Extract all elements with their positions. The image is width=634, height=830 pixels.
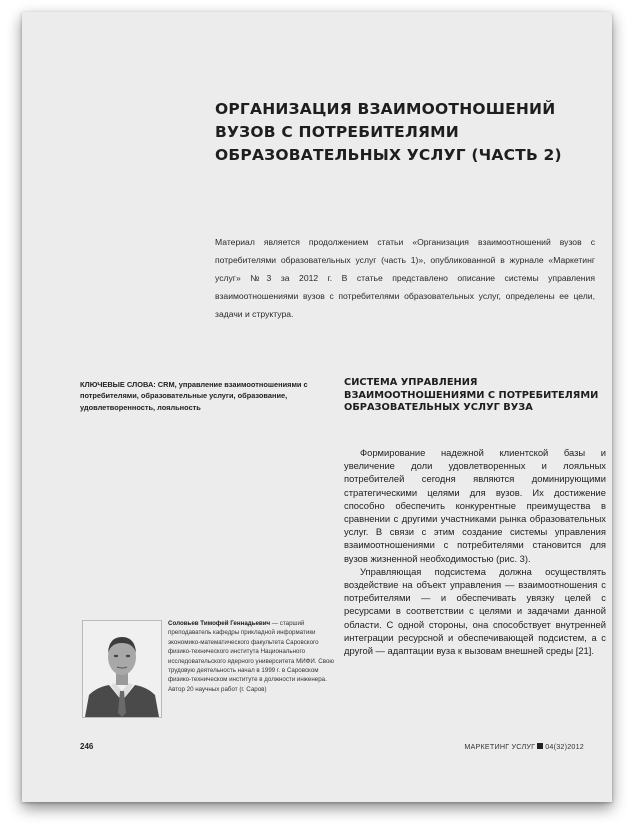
- journal-name: МАРКЕТИНГ УСЛУГ: [464, 742, 536, 751]
- article-lead: Материал является продолжением статьи «Организация взаимоотношений вузов с потребителями образовательных услуг (часть 1)», опубликованной в журнале «Маркетинг услуг» №3 за 2012 г. В статье представлено описание системы управления взаимоотношениями вузов с потребителями образовательных услуг, определены ее цели, задачи и структура.: [215, 237, 595, 319]
- author-name: Соловьев Тимофей Геннадьевич: [168, 620, 271, 627]
- journal-footer: [464, 742, 584, 751]
- section-title: СИСТЕМА УПРАВЛЕНИЯ ВЗАИМООТНОШЕНИЯМИ С ПОТРЕБИТЕЛЯМИ ОБРАЗОВАТЕЛЬНЫХ УСЛУГ ВУЗА: [344, 377, 599, 414]
- page-number: 246: [80, 742, 94, 751]
- square-bullet-icon: [537, 743, 543, 749]
- journal-issue: 04(32)2012: [545, 742, 584, 751]
- article-title: ОРГАНИЗАЦИЯ ВЗАИМООТНОШЕНИЙ ВУЗОВ С ПОТРЕБИТЕЛЯМИ ОБРАЗОВАТЕЛЬНЫХ УСЛУГ (ЧАСТЬ 2): [215, 100, 562, 164]
- body-paragraph-2: Управляющая подсистема должна осуществлять воздействие на объект управления — взаимоотношения с потребителями — и обеспечивать увязку целей с ресурсами в соответствии с целями и задачами данной области. С одной стороны, она способствует внутренней интеграции ресурсной и обеспечивающей подсистем, а с другой — адаптации вуза к вызовам внешней среды [21].: [344, 565, 606, 657]
- author-bio: [168, 619, 342, 694]
- author-description: — старший преподаватель кафедры прикладной информатики экономико-математического факультета Саровского физико-технического института Национального исследовательского ядерного университета МИФИ. Свою трудовую деятельность начал в 1999 г. в Саровском физико-техническом институте в должности инженера. Автор 20 научных работ (г. Саров): [168, 620, 335, 693]
- keywords-block: КЛЮЧЕВЫЕ СЛОВА: CRM, управление взаимоотношениями с потребителями, образовательные услуги, образование, удовлетворенность, лояльность: [80, 380, 308, 412]
- author-photo: [82, 620, 162, 718]
- section-body: [344, 446, 606, 657]
- body-paragraph-1: Формирование надежной клиентской базы и увеличение доли удовлетворенных и лояльных потребителей сегодня являются доминирующими стратегическими целями для вузов. Их достижение способно обеспечить конкурентные преимущества в сравнении с другими участниками рынка образовательных услуг. В связи с этим создание системы управления взаимоотношениями с потребителями становится для вузов жизненной необходимостью (рис. 3).: [344, 447, 606, 564]
- journal-page: [22, 12, 612, 802]
